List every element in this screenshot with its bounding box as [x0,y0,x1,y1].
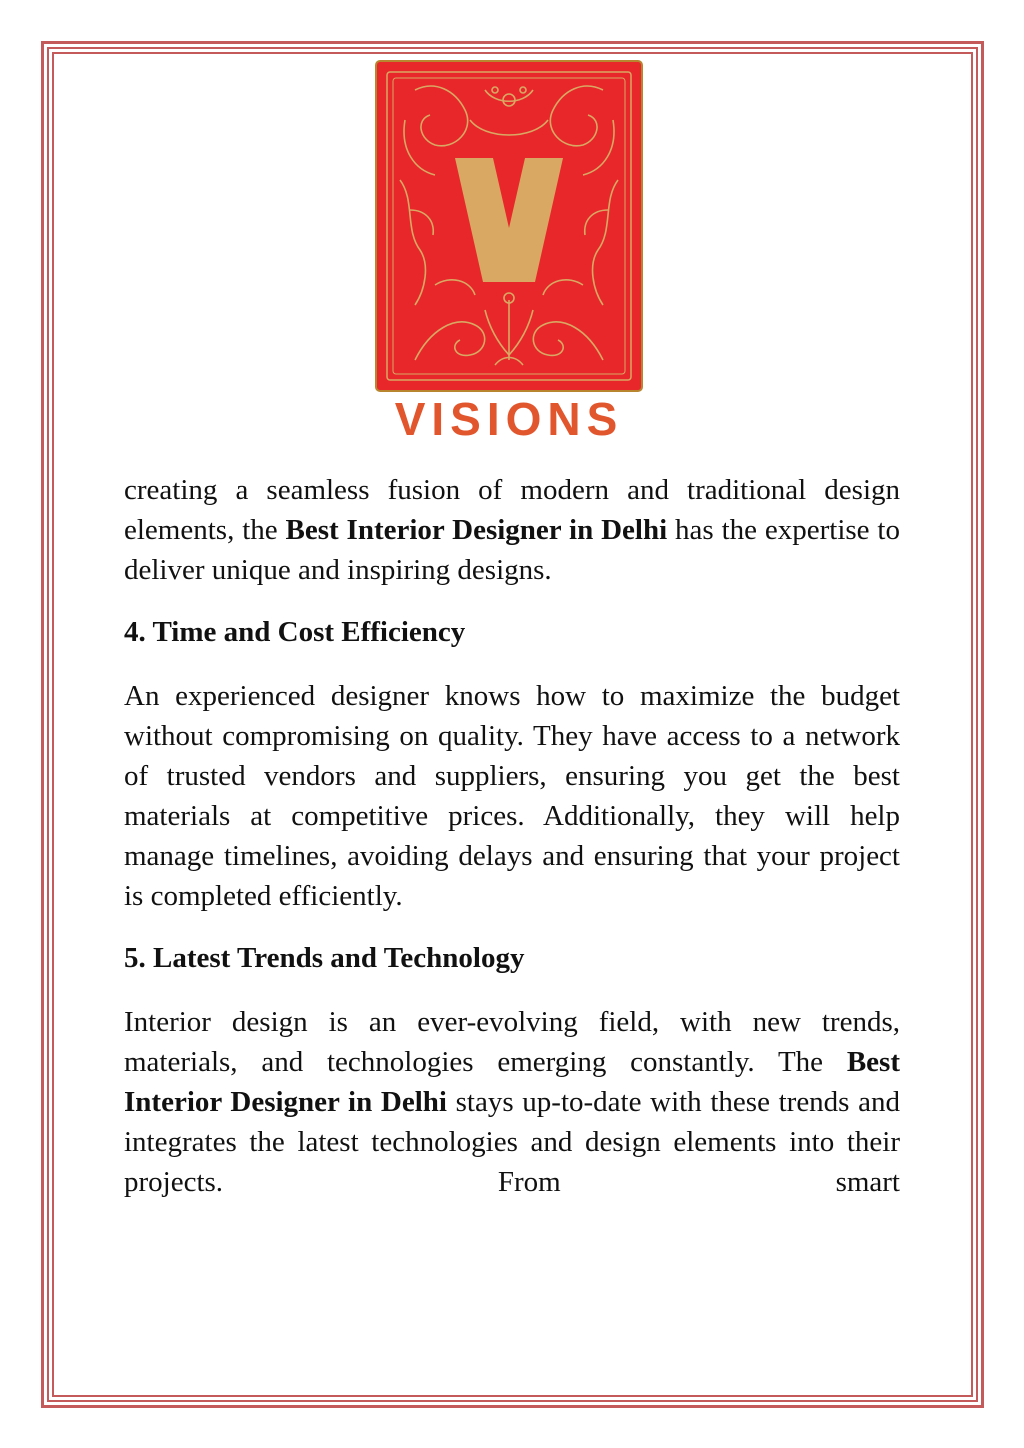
paragraph-time-cost: An experienced designer knows how to maximize the budget without compromising on quality. They have access to a network of trusted vendors and suppliers, ensuring you get the best materials at competitive prices. Additionally, they will help manage timelines, avoiding delays and ensuring that your project is completed efficiently. [124,680,900,912]
visions-logo-icon [375,60,643,392]
paragraph-trends: Interior design is an ever-evolving field, with new trends, materials, and technologies emerging constantly. The Best Interior Designer in Delhi stays up-to-date with these trends and integrates the latest technologies and design elements into their projects. From smart [124,1006,901,1198]
brand-wordmark [375,393,643,445]
paragraph-intro: creating a seamless fusion of modern and traditional design elements, the Best Interior Designer in Delhi has the expertise to deliver unique and inspiring designs. [124,474,900,586]
visions-logo [375,60,643,450]
section-heading-time-cost: 4. Time and Cost Efficiency [124,616,466,648]
section-heading-trends: 5. Latest Trends and Technology [124,942,525,974]
document-body [124,470,900,1202]
keyword-highlight: Best Interior Designer in Delhi [285,514,668,546]
brand-name: VISIONS [394,393,624,445]
keyword-highlight: Best Interior Designer in Delhi [124,1046,900,1118]
